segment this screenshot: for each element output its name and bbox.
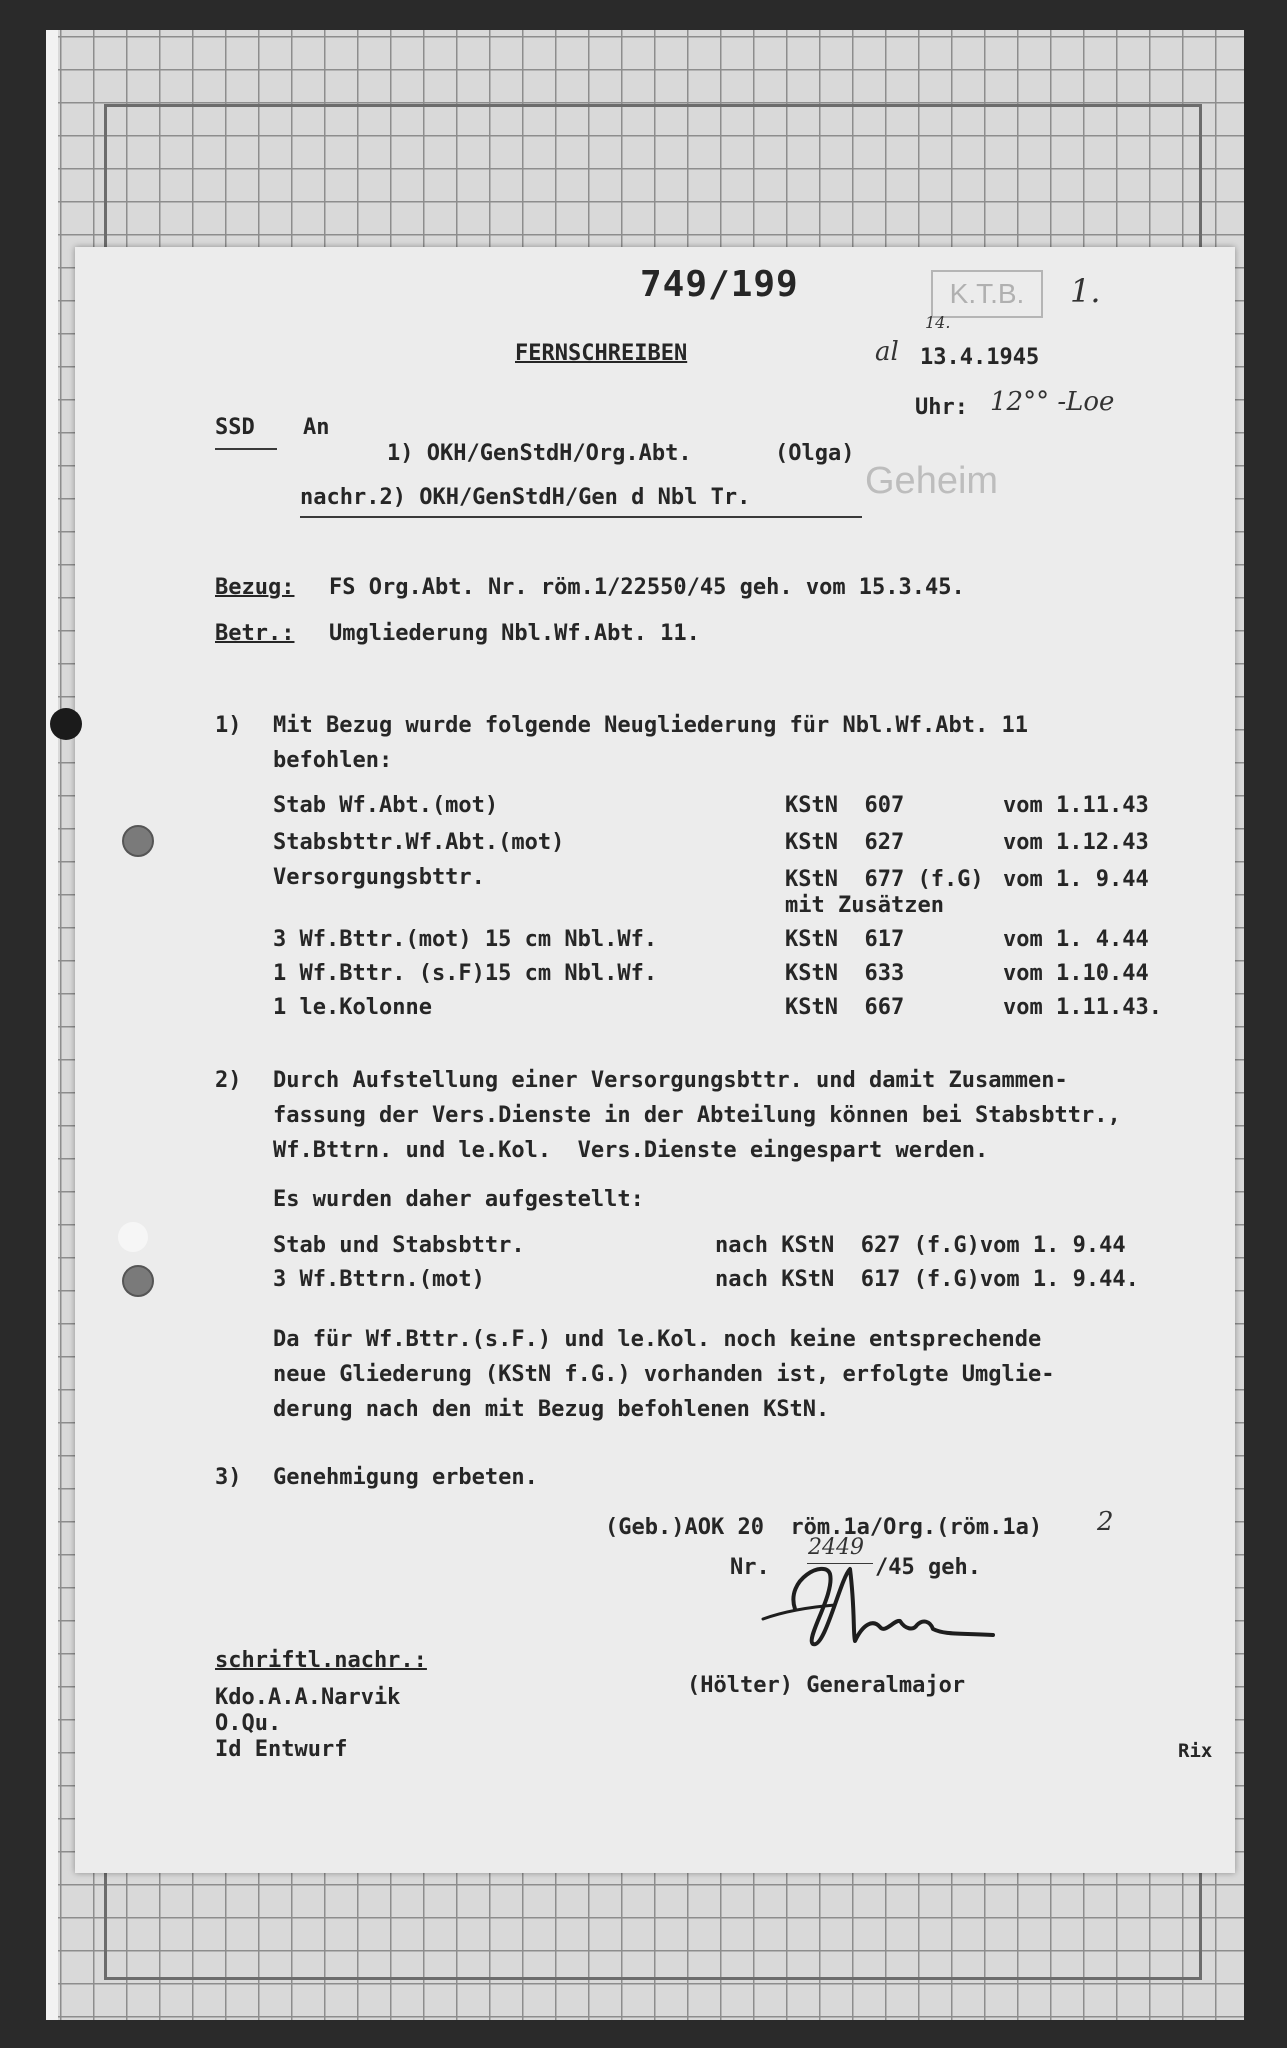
unit-kstn: KStN 627 (785, 830, 905, 855)
punch-hole (122, 1265, 154, 1297)
copy-to-label: schriftl.nachr.: (215, 1648, 427, 1673)
document-number: 749/199 (640, 264, 799, 305)
unit-name: 3 Wf.Bttr.(mot) 15 cm Nbl.Wf. (273, 927, 658, 952)
left-margin-strip (46, 30, 58, 2020)
date-prefix-handwritten: al (875, 337, 899, 367)
recipient-1: 1) OKH/GenStdH/Org.Abt. (387, 441, 692, 466)
unit-name: Stab und Stabsbttr. (273, 1233, 525, 1258)
classification-stamp: Geheim (865, 460, 999, 502)
punch-hole (122, 825, 154, 857)
priority-rule (215, 448, 277, 450)
unit-note: mit Zusätzen (785, 893, 944, 918)
routing-rule (300, 516, 862, 518)
punch-hole (118, 1222, 148, 1252)
unit-name: Stabsbttr.Wf.Abt.(mot) (273, 830, 565, 855)
unit-name: 1 Wf.Bttr. (s.F)15 cm Nbl.Wf. (273, 961, 658, 986)
sender-mark-handwritten: 2 (1097, 1507, 1114, 1537)
copy-to-line: Kdo.A.A.Narvik (215, 1685, 401, 1710)
section-2-closing-line: neue Gliederung (KStN f.G.) vorhanden ist, erfolgte Umglie- (273, 1362, 1055, 1387)
unit-date: vom 1.10.44 (1003, 961, 1149, 986)
subject-text: Umgliederung Nbl.Wf.Abt. 11. (329, 621, 700, 646)
date-correction-handwritten: 14. (925, 313, 951, 332)
unit-name: Versorgungsbttr. (273, 865, 485, 890)
recipient-1-code: (Olga) (775, 441, 855, 466)
section-2-line: Durch Aufstellung einer Versorgungsbttr. und damit Zusammen- (273, 1068, 1068, 1093)
section-1-intro-line-2: befohlen: (273, 748, 393, 773)
section-1-number: 1) (215, 713, 242, 738)
priority-code: SSD (215, 415, 255, 440)
unit-kstn: KStN 633 (785, 961, 905, 986)
to-label: An (303, 415, 330, 440)
unit-kstn: KStN 677 (f.G) (785, 867, 984, 892)
unit-kstn: nach KStN 617 (f.G)vom 1. 9.44. (715, 1267, 1139, 1292)
number-value-handwritten: 2449 (808, 1535, 864, 1560)
unit-kstn: KStN 667 (785, 995, 905, 1020)
copy-to-line: Id Entwurf (215, 1737, 348, 1762)
unit-date: vom 1.12.43 (1003, 830, 1149, 855)
time-label: Uhr: (915, 395, 968, 420)
document-date: 13.4.1945 (920, 345, 1040, 370)
unit-date: vom 1.11.43 (1003, 793, 1149, 818)
section-2-line: Wf.Bttrn. und le.Kol. Vers.Dienste eingespart werden. (273, 1138, 989, 1163)
section-2-line: fassung der Vers.Dienste in der Abteilung können bei Stabsbttr., (273, 1103, 1121, 1128)
reference-text: FS Org.Abt. Nr. röm.1/22550/45 geh. vom 15.3.45. (329, 575, 965, 600)
section-3-text: Genehmigung erbeten. (273, 1465, 538, 1490)
unit-date: vom 1. 4.44 (1003, 927, 1149, 952)
copy-to-line: O.Qu. (215, 1711, 282, 1736)
subject-label: Betr.: (215, 621, 295, 646)
section-2-closing-line: derung nach den mit Bezug befohlenen KStN. (273, 1397, 830, 1422)
punch-hole (50, 708, 82, 740)
number-suffix: /45 geh. (875, 1555, 981, 1580)
unit-date: vom 1.11.43. (1003, 995, 1162, 1020)
section-2-subhead: Es wurden daher aufgestellt: (273, 1187, 644, 1212)
unit-kstn: KStN 607 (785, 793, 905, 818)
signature-image (755, 1549, 995, 1659)
section-2-number: 2) (215, 1068, 242, 1093)
section-2-closing-line: Da für Wf.Bttr.(s.F.) und le.Kol. noch keine entsprechende (273, 1327, 1042, 1352)
typist-initials: Rix (1178, 1740, 1213, 1762)
section-1-intro-line-1: Mit Bezug wurde folgende Neugliederung für Nbl.Wf.Abt. 11 (273, 713, 1028, 738)
stamp-note-handwritten: 1. (1070, 272, 1101, 310)
number-label: Nr. (730, 1555, 770, 1580)
section-3-number: 3) (215, 1465, 242, 1490)
signer-name: (Hölter) Generalmajor (687, 1673, 966, 1698)
unit-kstn: KStN 617 (785, 927, 905, 952)
unit-date: vom 1. 9.44 (1003, 867, 1149, 892)
sender-line: (Geb.)AOK 20 röm.1a/Org.(röm.1a) (605, 1515, 1043, 1540)
reference-label: Bezug: (215, 575, 295, 600)
time-value-handwritten: 12°° -Loe (990, 387, 1115, 417)
unit-kstn: nach KStN 627 (f.G)vom 1. 9.44 (715, 1233, 1126, 1258)
document-title: FERNSCHREIBEN (515, 341, 688, 366)
recipient-2: nachr.2) OKH/GenStdH/Gen d Nbl Tr. (300, 485, 751, 510)
ktb-stamp: K.T.B. (931, 270, 1043, 318)
unit-name: 3 Wf.Bttrn.(mot) (273, 1267, 485, 1292)
telex-document (75, 247, 1235, 1873)
unit-name: Stab Wf.Abt.(mot) (273, 793, 499, 818)
unit-name: 1 le.Kolonne (273, 995, 432, 1020)
